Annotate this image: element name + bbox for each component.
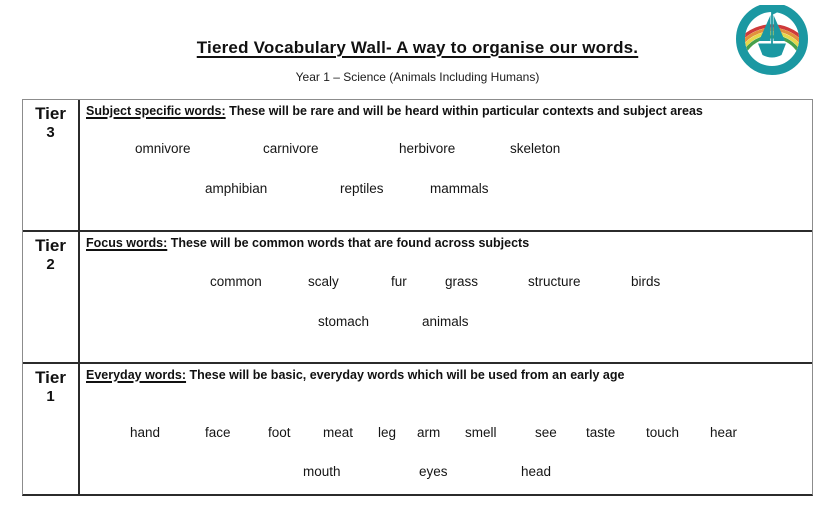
- tier-words: [80, 100, 812, 230]
- tier-3-description: These will be rare and will be heard within particular contexts and subject areas: [229, 104, 703, 118]
- tier-1-cell: [23, 364, 80, 494]
- vocab-word: hand: [130, 425, 161, 440]
- school-crest-logo-icon: [735, 5, 809, 75]
- document-title: Tiered Vocabulary Wall- A way to organise our words.: [196, 38, 639, 57]
- vocab-word: face: [205, 425, 231, 440]
- vocab-word: stomach: [318, 314, 370, 329]
- tier-words: [80, 364, 812, 494]
- tier-1-label: Tier: [35, 368, 66, 387]
- vocab-word: mouth: [303, 464, 341, 479]
- vocab-word: foot: [268, 425, 291, 440]
- vocab-word: taste: [586, 425, 616, 440]
- tier-row-2: [23, 232, 812, 364]
- tier-3-cell: [23, 100, 80, 230]
- vocab-word: head: [521, 464, 552, 479]
- vocab-word: leg: [378, 425, 397, 440]
- document-subtitle: Year 1 – Science (Animals Including Humans): [295, 70, 540, 84]
- vocab-word: touch: [646, 425, 680, 440]
- tier-2-number: 2: [46, 256, 55, 274]
- vocab-word: fur: [391, 274, 407, 289]
- tier-3-label: Tier: [35, 104, 66, 123]
- tier-2-category-line: [86, 236, 529, 250]
- tier-2-category: Focus words:: [86, 236, 168, 250]
- vocab-word: smell: [465, 425, 497, 440]
- tier-3-number: 3: [46, 124, 55, 142]
- page-title: [12, 38, 823, 58]
- tier-2-label: Tier: [35, 236, 66, 255]
- tier-3-category: Subject specific words:: [86, 104, 226, 118]
- tier-3-category-line: [86, 104, 703, 118]
- tier-2-description: These will be common words that are found across subjects: [170, 236, 530, 250]
- tier-1-description: These will be basic, everyday words which will be used from an early age: [189, 368, 625, 382]
- vocab-word: herbivore: [399, 141, 456, 156]
- vocab-word: carnivore: [263, 141, 319, 156]
- tier-row-1: [23, 364, 812, 494]
- vocab-word: scaly: [308, 274, 339, 289]
- tier-1-category: Everyday words:: [86, 368, 187, 382]
- vocab-word: birds: [631, 274, 661, 289]
- tier-1-number: 1: [46, 388, 55, 406]
- vocab-word: structure: [528, 274, 581, 289]
- vocab-word: hear: [710, 425, 738, 440]
- vocab-word: arm: [417, 425, 441, 440]
- vocab-word: skeleton: [510, 141, 561, 156]
- vocabulary-table: [22, 99, 813, 496]
- tier-row-3: [23, 100, 812, 232]
- vocab-word: omnivore: [135, 141, 191, 156]
- vocab-word: see: [535, 425, 557, 440]
- tier-2-cell: [23, 232, 80, 362]
- vocab-word: grass: [445, 274, 479, 289]
- vocab-word: eyes: [419, 464, 448, 479]
- vocab-word: mammals: [430, 181, 489, 196]
- vocab-word: meat: [323, 425, 354, 440]
- vocab-word: animals: [422, 314, 469, 329]
- vocab-word: amphibian: [205, 181, 268, 196]
- tier-1-category-line: [86, 368, 624, 382]
- vocab-word: reptiles: [340, 181, 384, 196]
- vocab-word: common: [210, 274, 262, 289]
- tier-words: [80, 232, 812, 362]
